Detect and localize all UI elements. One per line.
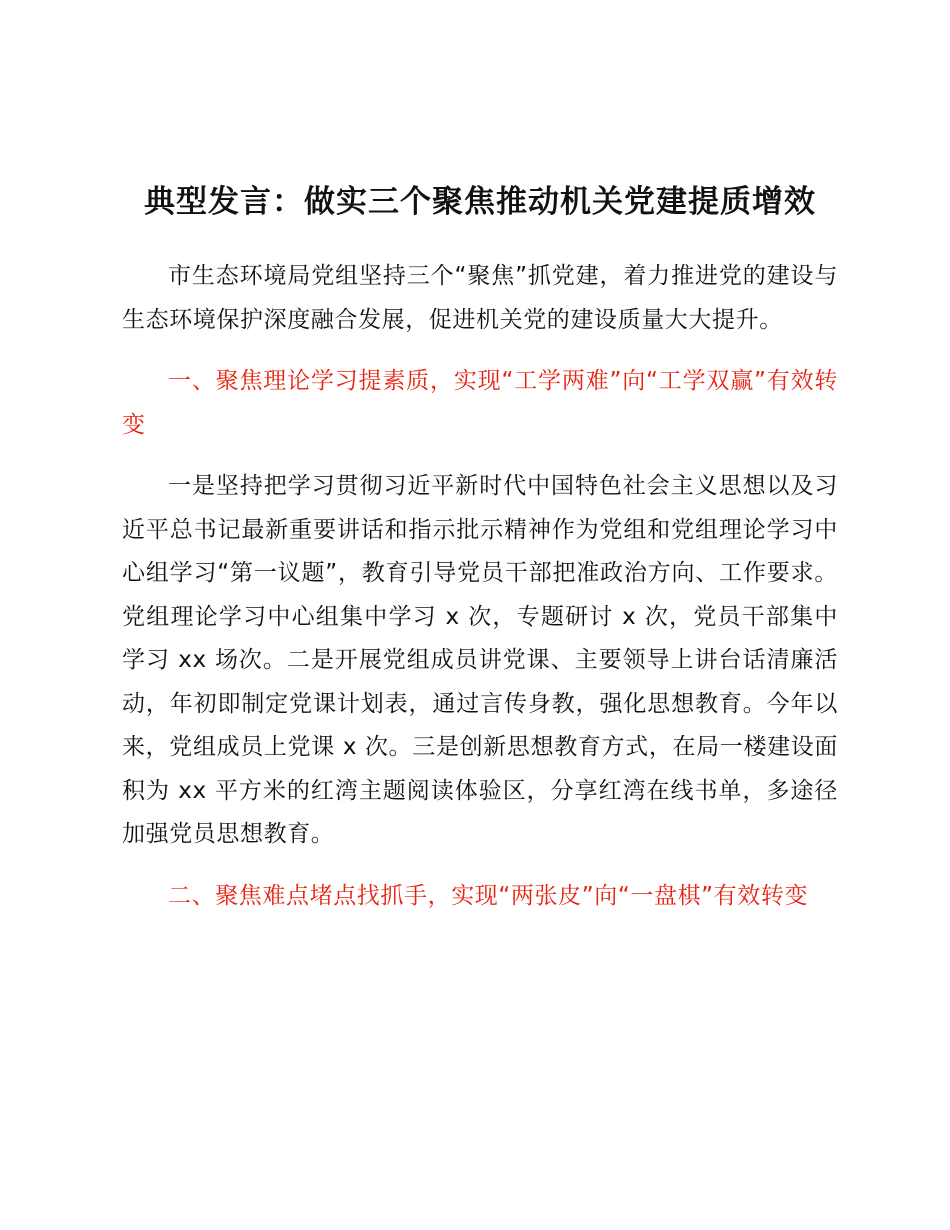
intro-paragraph: 市生态环境局党组坚持三个“聚焦”抓党建，着力推进党的建设与生态环境保护深度融合发展，促进机关党的建设质量大大提升。 xyxy=(122,263,838,333)
section-1-body: 一是坚持把学习贯彻习近平新时代中国特色社会主义思想以及习近平总书记最新重要讲话和指示批示精神作为党组和党组理论学习中心组学习“第一议题”，教育引导党员干部把准政治方向、工作要求。党组理论学习中心组集中学习 x 次，专题研讨 x 次，党员干部集中学习 xx 场次。二是开展党组成员讲党课、主要领导上讲台话清廉活动，年初即制定党课计划表，通过言传身教，强化思想教育。今年以来，党组成员上党课 x 次。三是创新思想教育方式，在局一楼建设面积为 xx 平方米的红湾主题阅读体验区，分享红湾在线书单，多途径加强党员思想教育。 xyxy=(122,473,838,847)
section-2-heading: 二、聚焦难点堵点找抓手，实现“两张皮”向“一盘棋”有效转变 xyxy=(168,882,809,909)
section-1-heading: 一、聚焦理论学习提素质，实现“工学两难”向“工学双赢”有效转变 xyxy=(122,368,838,438)
document-page xyxy=(122,180,838,918)
document-title: 典型发言：做实三个聚焦推动机关党建提质增效 xyxy=(144,184,816,220)
